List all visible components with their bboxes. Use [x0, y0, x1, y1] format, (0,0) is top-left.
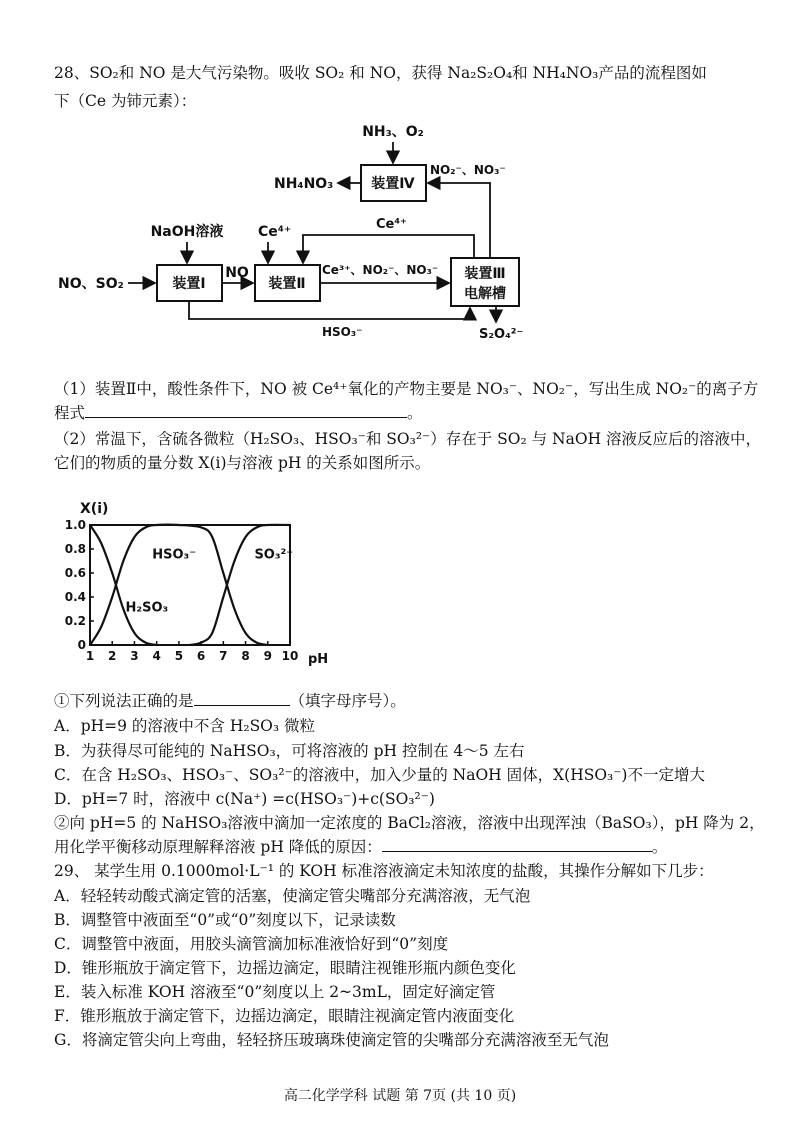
sub2-answer-blank[interactable] [382, 836, 652, 852]
y-tick-label: 1.0 [64, 518, 86, 532]
device4-label: 装置Ⅳ [371, 176, 415, 192]
series-label-0: H₂SO₃ [125, 600, 169, 616]
chart-ylabel: X(i) [80, 501, 109, 517]
q28-sub2-line1: ②向 pH=5 的 NaHSO₃溶液中滴加一定浓度的 BaCl₂溶液，溶液中出现浑浊（BaSO₃），pH 降为 2， [54, 814, 765, 832]
q28-part2-line2: 它们的物质的量分数 X(i)与溶液 pH 的关系如图所示。 [54, 454, 431, 472]
ce4-in-label: Ce⁴⁺ [258, 224, 292, 240]
nh4no3-label: NH₄NO₃ [274, 176, 334, 192]
option-b: B．为获得尽可能纯的 NaHSO₃，可将溶液的 pH 控制在 4～5 左右 [54, 742, 525, 760]
option-d: D．pH=7 时，溶液中 c(Na⁺) =c(HSO₃⁻)+c(SO₃²⁻) [54, 790, 435, 808]
y-tick-label: 0.8 [64, 542, 86, 556]
q28-intro-line2: 下（Ce 为铈元素）： [54, 92, 197, 110]
naoh-label: NaOH溶液 [150, 224, 224, 240]
part1-prefix: 程式 [54, 404, 86, 422]
ce4-return-label: Ce⁴⁺ [376, 217, 407, 232]
series-label-2: SO₃²⁻ [254, 547, 294, 563]
device1-label: 装置Ⅰ [172, 276, 206, 292]
x-tick-label: 5 [174, 649, 184, 663]
option-c: C．在含 H₂SO₃、HSO₃⁻、SO₃²⁻的溶液中，加入少量的 NaOH 固体，X(HSO₃⁻)不一定增大 [54, 766, 705, 784]
sub1-answer-blank[interactable] [194, 690, 290, 706]
q29-step-c: C．调整管中液面，用胶头滴管滴加标准液恰好到“0”刻度 [54, 935, 449, 953]
option-a: A．pH=9 的溶液中不含 H₂SO₃ 微粒 [54, 717, 316, 735]
x-tick-label: 6 [196, 649, 206, 663]
q29-intro: 29、 某学生用 0.1000mol·L⁻¹ 的 KOH 标准溶液滴定未知浓度的盐酸，其操作分解如下几步： [54, 862, 714, 880]
sub2-prefix: 用化学平衡移动原理解释溶液 pH 降低的原因： [54, 838, 382, 856]
q29-step-b: B．调整管中液面至“0”或“0”刻度以下，记录读数 [54, 911, 396, 929]
y-tick-label: 0 [77, 638, 86, 652]
flow-diagram [0, 110, 800, 350]
hso3-label: HSO₃⁻ [322, 325, 363, 339]
no-so2-label: NO、SO₂ [58, 276, 124, 292]
chart-xlabel: pH [308, 652, 329, 667]
y-tick-label: 0.4 [64, 590, 86, 604]
sub2-suffix: 。 [651, 838, 668, 856]
q29-step-a: A．轻轻转动酸式滴定管的活塞，使滴定管尖嘴部分充满溶液，无气泡 [54, 887, 531, 905]
part1-answer-blank[interactable] [85, 402, 407, 418]
x-tick-label: 4 [152, 649, 161, 663]
device2-label: 装置Ⅱ [268, 276, 306, 292]
y-tick-label: 0.2 [64, 614, 86, 628]
x-tick-label: 8 [241, 649, 250, 663]
q28-intro-line1: 28、SO₂和 NO 是大气污染物。吸收 SO₂ 和 NO，获得 Na₂S₂O₄和 NH₄NO₃产品的流程图如 [54, 64, 707, 82]
q28-part1-line1: （1）装置Ⅱ中，酸性条件下，NO 被 Ce⁴⁺氧化的产物主要是 NO₃⁻、NO₂⁻，写出生成 NO₂⁻的离子方 [54, 380, 759, 398]
sub1-suffix: （填字母序号）。 [289, 692, 406, 710]
page-footer: 高二化学学科 试题 第 7页 (共 10 页) [283, 1088, 517, 1104]
x-tick-label: 3 [130, 649, 139, 663]
x-tick-label: 7 [219, 649, 228, 663]
q29-step-e: E．装入标准 KOH 溶液至“0”刻度以上 2~3mL，固定好滴定管 [54, 983, 496, 1001]
x-tick-label: 9 [263, 649, 272, 663]
device3-label-2: 电解槽 [464, 286, 506, 302]
x-tick-label: 10 [281, 649, 299, 663]
series-line-2 [190, 525, 290, 645]
q28-sub1-stem [54, 690, 406, 712]
q29-step-d: D．锥形瓶放于滴定管下，边摇边滴定，眼睛注视锥形瓶内颜色变化 [54, 959, 516, 977]
y-tick-label: 0.6 [64, 566, 86, 580]
nh3-o2-label: NH₃、O₂ [362, 124, 424, 140]
x-tick-label: 1 [85, 649, 95, 663]
species-fraction-chart [50, 495, 350, 675]
x-tick-label: 2 [108, 649, 117, 663]
series-label-1: HSO₃⁻ [152, 547, 197, 563]
no-label: NO [225, 265, 249, 281]
part1-suffix: 。 [407, 404, 423, 422]
ce3-mix-label: Ce³⁺、NO₂⁻、NO₃⁻ [322, 263, 439, 277]
q28-sub2-line2 [54, 836, 667, 858]
device3-label-1: 装置Ⅲ [464, 266, 506, 282]
q28-part2-line1: （2）常温下，含硫各微粒（H₂SO₃、HSO₃⁻和 SO₃²⁻）存在于 SO₂ 与 NaOH 溶液反应后的溶液中， [54, 430, 762, 448]
sub1-prefix: ①下列说法正确的是 [54, 692, 194, 710]
q29-step-g: G．将滴定管尖向上弯曲，轻轻挤压玻璃珠使滴定管的尖嘴部分充满溶液至无气泡 [54, 1031, 609, 1049]
q28-part1-line2 [54, 402, 423, 424]
q29-step-f: F．锥形瓶放于滴定管下，边摇边滴定，眼睛注视滴定管内液面变化 [54, 1007, 515, 1025]
chart-plot-frame [90, 525, 290, 645]
s2o4-label: S₂O₄²⁻ [479, 327, 524, 342]
no2-no3-top-label: NO₂⁻、NO₃⁻ [430, 163, 506, 177]
